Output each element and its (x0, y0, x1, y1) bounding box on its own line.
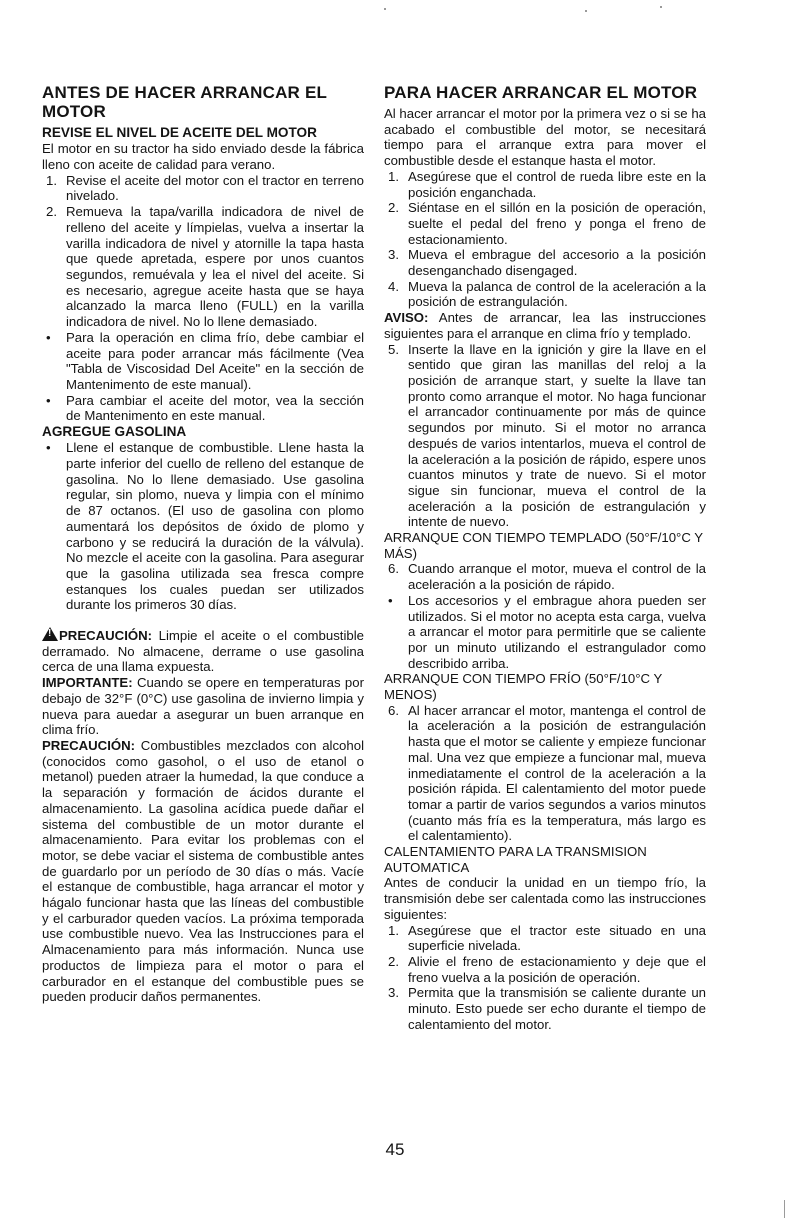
check-oil-heading: REVISE EL NIVEL DE ACEITE DEL MOTOR (42, 125, 317, 141)
fuel-bullets-list (42, 440, 364, 613)
oil-steps-list (42, 173, 364, 330)
list-marker: 2. (388, 954, 399, 969)
transmission-step-text: Asegúrese que el tractor este situado en una superficie nivelada. (408, 922, 706, 954)
notice-note (384, 310, 706, 341)
oil-bullet (42, 393, 364, 424)
start-step-text: Mueva el embrague del accesorio a la posición desenganchado disengaged. (408, 247, 706, 279)
caution-label: PRECAUCIÓN: (42, 738, 136, 753)
warm-step (384, 561, 706, 592)
add-fuel-heading: AGREGUE GASOLINA (42, 424, 187, 440)
cold-weather-heading: ARRANQUE CON TIEMPO FRÍO (50°F/10°C Y MENOS) (384, 671, 663, 703)
transmission-step (384, 923, 706, 954)
scan-speck (384, 8, 386, 10)
list-marker: 5. (388, 341, 399, 357)
transmission-step (384, 954, 706, 985)
bullet-dot: • (46, 329, 51, 345)
oil-step (42, 204, 364, 330)
start-steps-list (384, 169, 706, 310)
warm-step-text: Cuando arranque el motor, mueva el control de la aceleración a la posición de rápido. (408, 561, 706, 593)
list-marker: 3. (388, 247, 399, 263)
warm-step-text: Los accesorios y el embrague ahora pueden ser utilizados. Si el motor no acepta esta carga, vuelva a arrancar el motor para permitirle que se caliente por un minuto utilizando el estrangulador como describido arriba. (408, 592, 706, 671)
list-marker: 1. (388, 168, 399, 184)
bullet-dot: • (46, 392, 51, 408)
caution-text: Limpie el aceite o el combustible derramado. No almacene, derrame o use gasolina cerca de una llama expuesta. (42, 628, 364, 675)
starting-intro: Al hacer arrancar el motor por la primera vez o si se ha acabado el combustible del motor, se necesitará tiempo para el arranque extra para mover el combustible desde el estanque hasta el motor. (384, 106, 706, 169)
bullet-dot: • (46, 440, 51, 456)
cold-steps-list (384, 703, 706, 844)
caution-alcohol (42, 738, 364, 1005)
oil-intro: El motor en su tractor ha sido enviado desde la fábrica lleno con aceite de calidad para verano. (42, 141, 364, 173)
cold-step (384, 703, 706, 844)
scan-speck (660, 6, 662, 8)
start-step (384, 342, 706, 530)
oil-bullet-text: Para la operación en clima frío, debe cambiar el aceite para poder arrancar más fácilmente (Vea "Tabla de Viscosidad Del Aceite" en la sección de Mantenimento de este manual). (66, 329, 364, 392)
caution-label: PRECAUCIÓN: (59, 628, 153, 644)
oil-bullet (42, 330, 364, 393)
scan-speck (585, 10, 587, 12)
notice-label: AVISO: (384, 310, 429, 326)
starting-engine-heading: PARA HACER ARRANCAR EL MOTOR (384, 83, 698, 102)
fuel-bullet (42, 440, 364, 613)
start-step-text: Inserte la llave en la ignición y gire la llave en el sentido que giran las manillas del reloj a la posición de arranque start, y suelte la llave tan pronto como arranque el motor. No haga funcionar el arrancador continuamente por más de quince segundos por minuto. Si el motor no arranca después de varios intentarlos, mueva el control de la aceleración a la posición de rápido, espere unos cuantos minutos y trate de nuevo. Si el motor sigue sin funcionar, mueva el control de la aceleración a la posición de estrangulación y intente de nuevo. (408, 341, 706, 530)
start-step (384, 247, 706, 278)
warm-step (384, 593, 706, 672)
warm-steps-list (384, 561, 706, 671)
before-starting-heading: ANTES DE HACER ARRANCAR EL MOTOR (42, 83, 327, 122)
transmission-step-text: Permita que la transmisión se caliente durante un minuto. Esto puede ser echo durante el tiempo de calentamiento del motor. (408, 985, 706, 1032)
list-marker: 1. (46, 172, 57, 188)
notice-text: Antes de arrancar, lea las instrucciones siguientes para el arranque en clima frío y templado. (384, 310, 706, 341)
start-steps-list-b (384, 342, 706, 530)
list-marker: 6. (388, 702, 399, 718)
scan-speck (784, 1200, 785, 1218)
warning-triangle-icon (42, 627, 58, 641)
transmission-heading: CALENTAMIENTO PARA LA TRANSMISION AUTOMATICA (384, 844, 647, 875)
list-marker: 3. (388, 985, 399, 1001)
list-marker: 2. (388, 200, 399, 216)
caution-spill (42, 627, 364, 675)
important-label: IMPORTANTE: (42, 675, 133, 691)
oil-step-text: Revise el aceite del motor con el tractor en terreno nivelado. (66, 172, 364, 204)
important-text: Cuando se opere en temperaturas por debajo de 32°F (0°C) use gasolina de invierno limpia y nueva para auedar a asegurar un buen arranque en clima frío. (42, 675, 364, 738)
warm-weather-heading: ARRANQUE CON TIEMPO TEMPLADO (50°F/10°C Y MÁS) (384, 530, 703, 561)
oil-bullet-text: Para cambiar el aceite del motor, vea la sección de Mantenimento en este manual. (66, 392, 364, 424)
cold-step-text: Al hacer arrancar el motor, mantenga el control de la aceleración a la posición de estrangulación hasta que el motor se caliente y empieze funcionar mal. Una vez que empieze a funcionar mal, mueva inmediatamente el control de la aceleración a la posición rápida. El calentamiento del motor puede tomar a partir de varios segundos a varios minutos (cuanto más fría es la temperatura, más largo es el calentamiento). (408, 702, 706, 844)
caution-text: Combustibles mezclados con alcohol (conocidos como gasohol, o el uso de etanol o metanol) pueden atraer la humedad, la que conduce a la separación y formación de ácidos durante el almacenamiento. La gasolina acídica puede dañar el sistema del combustible de un motor durante el almacenamiento. Para evitar los problemas con el motor, se debe vaciar el sistema de combustible antes de guardarlo por un período de 30 días o más. Vacíe el estanque de combustible, haga arrancar el motor y hágalo funcionar hasta que las líneas del combustible y el carburador queden vacíos. La próxima temporada use combustible nuevo. Vea las Instrucciones para el Almacenamiento para más información. Nunca use productos de limpieza para el motor o para el carburador en el estanque del combustible pues se pueden producir daños permanentes. (42, 738, 364, 1005)
list-marker: 2. (46, 204, 57, 220)
oil-bullets-list (42, 330, 364, 424)
start-step-text: Asegúrese que el control de rueda libre este en la posición enganchada. (408, 168, 706, 200)
start-step-text: Mueva la palanca de control de la aceleración a la posición de estrangulación. (408, 278, 706, 310)
list-marker: 1. (388, 922, 399, 938)
oil-step-text: Remueva la tapa/varilla indicadora de nivel de relleno del aceite y límpielas, vuelva a insertar la varilla indicadora de nivel y atornille la tapa hasta que quede apretada, espere por unos cuantos segundos, remuévala y lea el nivel del aceite. Si es necesario, agregue aceite hasta que se haya alcanzado la marca lleno (FULL) en la varilla indicadora de nivel. No lo llene demasiado. (66, 204, 364, 330)
page-number: 45 (385, 1140, 405, 1159)
list-marker: • (388, 592, 393, 608)
list-marker: 6. (388, 561, 399, 577)
transmission-steps-list (384, 923, 706, 1033)
start-step (384, 200, 706, 247)
oil-step (42, 173, 364, 204)
left-column (42, 83, 364, 1005)
transmission-step (384, 985, 706, 1032)
important-note (42, 675, 364, 738)
transmission-step-text: Alivie el freno de estacionamiento y deje que el freno vuelva a la posición de operación. (408, 954, 706, 985)
transmission-intro: Antes de conducir la unidad en un tiempo frío, la transmisión debe ser calentada como las instrucciones siguientes: (384, 875, 706, 922)
right-column (384, 83, 706, 1033)
start-step (384, 169, 706, 200)
start-step (384, 279, 706, 310)
fuel-bullet-text: Llene el estanque de combustible. Llene hasta la parte inferior del cuello de relleno del estanque de gasolina. No lo llene demasiado. Use gasolina regular, sin plomo, nueva y limpia con el mínimo de 87 octanos. (El uso de gasolina con plomo aumentará los depósitos de óxido de plomo y carbono y se reducirá la duración de la válvula). No mezcle el aceite con la gasolina. Para asegurar que la gasolina utilizada sea fresca compre estanques los cuales puedan ser utilizados durante los primeros 30 días. (66, 440, 364, 613)
start-step-text: Siéntase en el sillón en la posición de operación, suelte el pedal del freno y ponga el freno de estacionamiento. (408, 200, 706, 247)
list-marker: 4. (388, 278, 399, 294)
